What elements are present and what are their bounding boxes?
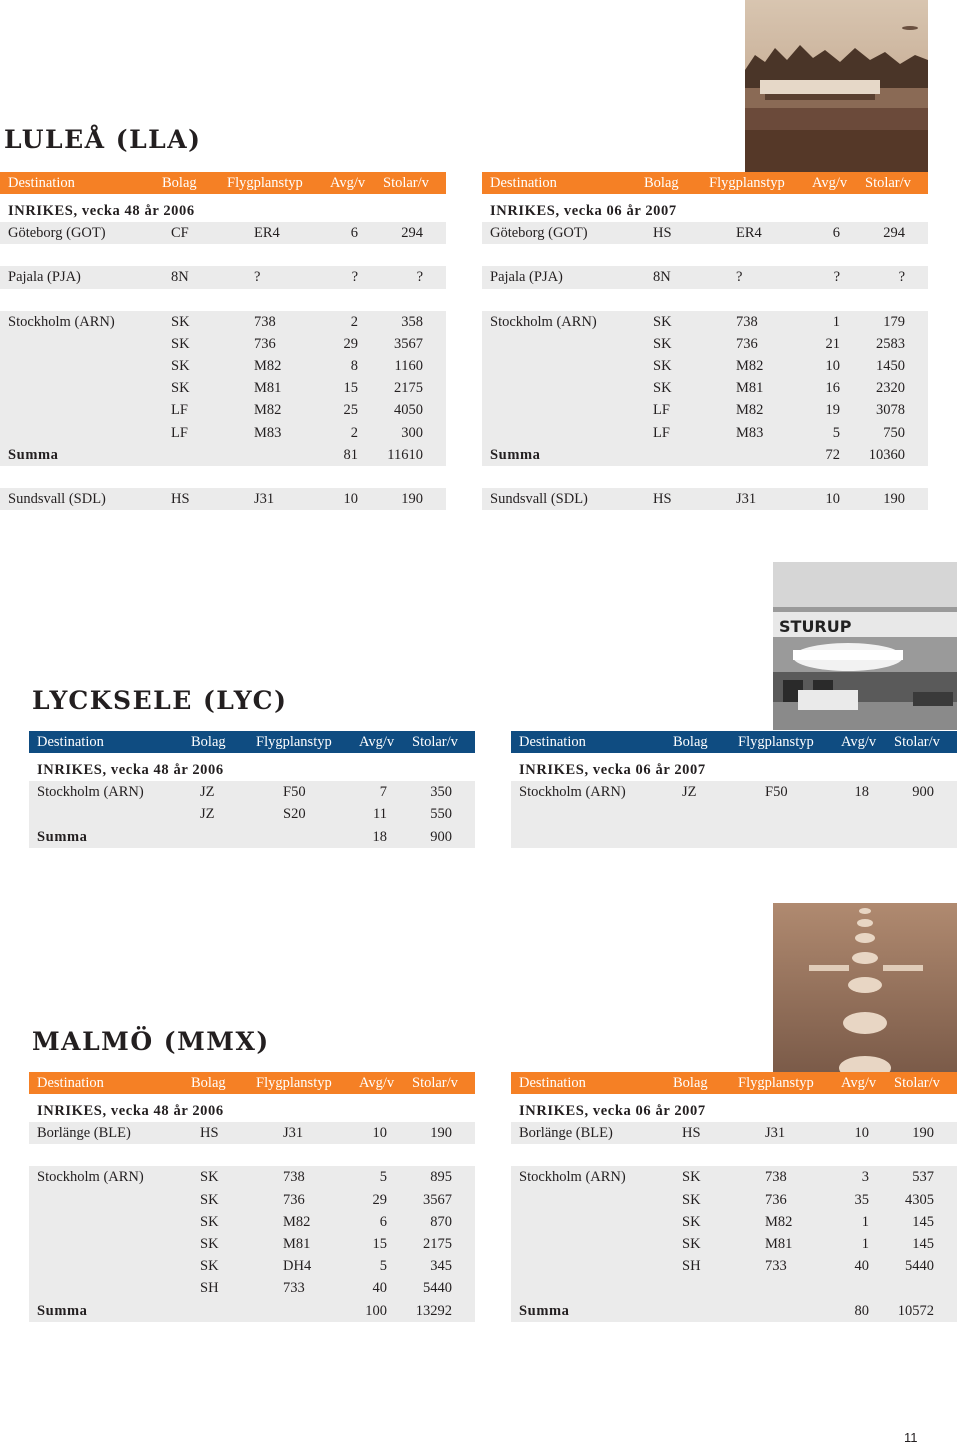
cell-stolar: 900 xyxy=(430,828,452,845)
cell-typ: M81 xyxy=(765,1235,793,1252)
cell-avg: 10 xyxy=(372,1125,387,1142)
flight-table xyxy=(511,731,957,848)
column-header: Destination xyxy=(519,734,586,750)
cell-avg: 25 xyxy=(343,402,358,419)
cell-stolar: ? xyxy=(416,269,423,286)
cell-typ: ER4 xyxy=(254,225,280,242)
cell-stolar: 190 xyxy=(401,490,423,507)
cell-avg: 5 xyxy=(379,1169,387,1186)
table-row xyxy=(29,1277,475,1299)
column-header: Avg/v xyxy=(359,734,395,750)
cell-bolag: LF xyxy=(653,424,670,441)
cell-stolar: 190 xyxy=(883,490,905,507)
cell-bolag: 8N xyxy=(171,269,189,286)
cell-stolar: 10360 xyxy=(868,446,905,463)
cell-bolag: SK xyxy=(171,335,190,352)
cell-bolag: LF xyxy=(171,424,188,441)
cell-typ: 738 xyxy=(765,1169,787,1186)
column-header: Bolag xyxy=(673,734,708,750)
cell-avg: 11 xyxy=(373,806,387,823)
cell-dest: Borlänge (BLE) xyxy=(37,1125,131,1142)
cell-stolar: 4305 xyxy=(905,1191,934,1208)
sturup-terminal-photo xyxy=(773,562,957,730)
period-label: INRIKES, vecka 48 år 2006 xyxy=(37,762,224,778)
period-label: INRIKES, vecka 06 år 2007 xyxy=(519,762,706,778)
table-header xyxy=(511,1072,957,1094)
cell-stolar: 294 xyxy=(401,225,423,242)
cell-typ: 738 xyxy=(736,313,758,330)
cell-stolar: 3567 xyxy=(423,1191,452,1208)
table-row xyxy=(29,803,475,825)
summary-row xyxy=(482,444,928,466)
column-header: Stolar/v xyxy=(412,1075,458,1091)
cell-stolar: 179 xyxy=(883,313,905,330)
section-title-malmo: MALMÖ (MMX) xyxy=(32,1027,270,1056)
cell-avg: 6 xyxy=(832,225,840,242)
column-header: Stolar/v xyxy=(865,175,911,191)
cell-dest: Stockholm (ARN) xyxy=(37,1169,144,1186)
cell-bolag: SH xyxy=(200,1280,219,1297)
flight-table xyxy=(0,172,446,510)
cell-dest: Sundsvall (SDL) xyxy=(8,490,106,507)
cell-bolag: SH xyxy=(682,1258,701,1275)
cell-avg: 5 xyxy=(832,424,840,441)
column-header: Destination xyxy=(37,734,104,750)
cell-typ: J31 xyxy=(254,490,275,507)
cell-typ: M83 xyxy=(254,424,282,441)
cell-avg: 10 xyxy=(825,357,840,374)
cell-stolar: 2320 xyxy=(876,380,905,397)
column-header: Flygplanstyp xyxy=(709,175,785,191)
cell-avg: 72 xyxy=(825,446,840,463)
cell-typ: F50 xyxy=(283,784,306,801)
flight-table xyxy=(29,1072,475,1322)
cell-dest: Summa xyxy=(37,1302,88,1319)
cell-typ: 736 xyxy=(736,335,758,352)
cell-bolag: LF xyxy=(171,402,188,419)
column-header: Bolag xyxy=(162,175,197,191)
cell-dest: Summa xyxy=(490,446,541,463)
spacer-row xyxy=(511,1144,957,1166)
cell-bolag: JZ xyxy=(200,784,215,801)
table-row xyxy=(511,1166,957,1188)
period-label: INRIKES, vecka 06 år 2007 xyxy=(490,203,677,219)
cell-stolar: 750 xyxy=(883,424,905,441)
table-row xyxy=(482,422,928,444)
cell-dest: Stockholm (ARN) xyxy=(519,1169,626,1186)
cell-dest: Sundsvall (SDL) xyxy=(490,490,588,507)
table-row xyxy=(511,1233,957,1255)
flight-table xyxy=(29,731,475,848)
table-row xyxy=(29,1255,475,1277)
cell-avg: 19 xyxy=(825,402,840,419)
cell-bolag: SK xyxy=(171,313,190,330)
cell-bolag: SK xyxy=(200,1191,219,1208)
column-header: Avg/v xyxy=(841,1075,877,1091)
cell-avg: 2 xyxy=(350,313,358,330)
table-row xyxy=(482,399,928,421)
period-row xyxy=(29,759,475,781)
table-row xyxy=(0,377,446,399)
cell-avg: 35 xyxy=(854,1191,869,1208)
cell-typ: DH4 xyxy=(283,1258,312,1275)
cell-bolag: HS xyxy=(653,225,672,242)
spacer-row xyxy=(0,466,446,488)
cell-bolag: SK xyxy=(653,313,672,330)
table-header xyxy=(511,731,957,753)
period-row xyxy=(29,1100,475,1122)
summary-row xyxy=(29,1300,475,1322)
summary-row xyxy=(0,444,446,466)
cell-typ: F50 xyxy=(765,784,788,801)
cell-bolag: 8N xyxy=(653,269,671,286)
cell-avg: 29 xyxy=(372,1191,387,1208)
table-row xyxy=(482,222,928,244)
cell-avg: 18 xyxy=(372,828,387,845)
table-row xyxy=(511,781,957,803)
airport-terminal-photo xyxy=(745,0,928,172)
cell-avg: 7 xyxy=(379,784,387,801)
period-row xyxy=(482,200,928,222)
cell-typ: M81 xyxy=(736,380,764,397)
cell-typ: M83 xyxy=(736,424,764,441)
cell-typ: M82 xyxy=(765,1213,793,1230)
cell-typ: 736 xyxy=(254,335,276,352)
column-header: Destination xyxy=(519,1075,586,1091)
cell-avg: 10 xyxy=(854,1125,869,1142)
cell-avg: 1 xyxy=(861,1235,869,1252)
cell-typ: ER4 xyxy=(736,225,762,242)
cell-bolag: LF xyxy=(653,402,670,419)
table-row xyxy=(511,1189,957,1211)
cell-bolag: HS xyxy=(682,1125,701,1142)
cell-stolar: 345 xyxy=(430,1258,452,1275)
table-row xyxy=(0,222,446,244)
column-header: Avg/v xyxy=(359,1075,395,1091)
spacer-row xyxy=(0,244,446,266)
cell-typ: 738 xyxy=(283,1169,305,1186)
cell-typ: M82 xyxy=(736,402,764,419)
table-header xyxy=(482,172,928,194)
cell-typ: ? xyxy=(254,269,261,286)
table-header xyxy=(0,172,446,194)
table-row xyxy=(0,355,446,377)
column-header: Destination xyxy=(37,1075,104,1091)
section-title-lulea: LULEÅ (LLA) xyxy=(4,125,202,154)
cell-avg: 15 xyxy=(343,380,358,397)
column-header: Avg/v xyxy=(812,175,848,191)
column-header: Avg/v xyxy=(330,175,366,191)
cell-stolar: 5440 xyxy=(423,1280,452,1297)
cell-bolag: CF xyxy=(171,225,189,242)
table-row xyxy=(0,488,446,510)
cell-stolar: 1160 xyxy=(394,357,423,374)
table-row xyxy=(511,1255,957,1277)
cell-bolag: SK xyxy=(653,335,672,352)
section-title-lycksele: LYCKSELE (LYC) xyxy=(32,686,288,715)
cell-bolag: SK xyxy=(682,1169,701,1186)
column-header: Bolag xyxy=(673,1075,708,1091)
cell-typ: M81 xyxy=(283,1235,311,1252)
column-header: Destination xyxy=(8,175,75,191)
table-row xyxy=(511,803,957,825)
cell-stolar: 190 xyxy=(430,1125,452,1142)
cell-typ: 736 xyxy=(765,1191,787,1208)
cell-stolar: 2583 xyxy=(876,335,905,352)
period-label: INRIKES, vecka 48 år 2006 xyxy=(8,203,195,219)
column-header: Flygplanstyp xyxy=(256,734,332,750)
cell-dest: Stockholm (ARN) xyxy=(490,313,597,330)
cell-avg: 10 xyxy=(825,490,840,507)
cell-stolar: 358 xyxy=(401,313,423,330)
cell-bolag: SK xyxy=(200,1258,219,1275)
cell-stolar: 895 xyxy=(430,1169,452,1186)
column-header: Stolar/v xyxy=(383,175,429,191)
table-row xyxy=(29,1189,475,1211)
table-row xyxy=(482,355,928,377)
period-label: INRIKES, vecka 06 år 2007 xyxy=(519,1103,706,1119)
table-header xyxy=(29,1072,475,1094)
column-header: Avg/v xyxy=(841,734,877,750)
spacer-row xyxy=(482,466,928,488)
cell-typ: 738 xyxy=(254,313,276,330)
cell-stolar: 2175 xyxy=(423,1235,452,1252)
cell-stolar: 3078 xyxy=(876,402,905,419)
cell-avg: 80 xyxy=(854,1302,869,1319)
summary-row xyxy=(511,1300,957,1322)
cell-stolar: 190 xyxy=(912,1125,934,1142)
cell-dest: Göteborg (GOT) xyxy=(490,225,588,242)
table-row xyxy=(29,1233,475,1255)
cell-stolar: 145 xyxy=(912,1213,934,1230)
cell-typ: 736 xyxy=(283,1191,305,1208)
cell-typ: 733 xyxy=(283,1280,305,1297)
flight-table xyxy=(511,1072,957,1322)
cell-stolar: 900 xyxy=(912,784,934,801)
table-row xyxy=(29,1166,475,1188)
spacer-row xyxy=(0,289,446,311)
column-header: Flygplanstyp xyxy=(738,1075,814,1091)
cell-avg: 21 xyxy=(825,335,840,352)
cell-stolar: 11610 xyxy=(387,446,423,463)
spacer-row xyxy=(482,289,928,311)
table-row xyxy=(0,266,446,288)
cell-stolar: 3567 xyxy=(394,335,423,352)
cell-stolar: 300 xyxy=(401,424,423,441)
column-header: Flygplanstyp xyxy=(256,1075,332,1091)
cell-bolag: SK xyxy=(653,357,672,374)
column-header: Flygplanstyp xyxy=(738,734,814,750)
cell-avg: 18 xyxy=(854,784,869,801)
table-row xyxy=(29,1122,475,1144)
column-header: Stolar/v xyxy=(894,1075,940,1091)
column-header: Bolag xyxy=(191,734,226,750)
cell-bolag: SK xyxy=(171,380,190,397)
flight-table xyxy=(482,172,928,510)
column-header: Stolar/v xyxy=(412,734,458,750)
table-row xyxy=(482,311,928,333)
table-row xyxy=(0,311,446,333)
cell-avg: 1 xyxy=(832,313,840,330)
cell-avg: 8 xyxy=(350,357,358,374)
cell-bolag: HS xyxy=(653,490,672,507)
spacer-row xyxy=(482,244,928,266)
cell-stolar: 13292 xyxy=(415,1302,452,1319)
period-row xyxy=(511,759,957,781)
cell-stolar: 145 xyxy=(912,1235,934,1252)
cell-bolag: SK xyxy=(653,380,672,397)
table-row xyxy=(29,1211,475,1233)
cell-bolag: HS xyxy=(171,490,190,507)
cell-avg: 40 xyxy=(372,1280,387,1297)
spacer-row xyxy=(29,1144,475,1166)
cell-dest: Göteborg (GOT) xyxy=(8,225,106,242)
cell-typ: M81 xyxy=(254,380,282,397)
cell-stolar: 294 xyxy=(883,225,905,242)
cell-bolag: SK xyxy=(682,1191,701,1208)
page-number: 11 xyxy=(904,1430,918,1445)
table-row xyxy=(482,488,928,510)
cell-bolag: SK xyxy=(171,357,190,374)
cell-avg: 1 xyxy=(861,1213,869,1230)
cell-typ: J31 xyxy=(736,490,757,507)
table-row xyxy=(511,1211,957,1233)
cell-bolag: SK xyxy=(200,1213,219,1230)
cell-avg: 6 xyxy=(379,1213,387,1230)
cell-avg: 3 xyxy=(861,1169,869,1186)
cell-dest: Stockholm (ARN) xyxy=(37,784,144,801)
cell-typ: S20 xyxy=(283,806,306,823)
cell-stolar: 1450 xyxy=(876,357,905,374)
cell-stolar: 4050 xyxy=(394,402,423,419)
cell-stolar: 2175 xyxy=(394,380,423,397)
cell-avg: ? xyxy=(351,269,358,286)
cell-avg: 100 xyxy=(365,1302,387,1319)
cell-dest: Pajala (PJA) xyxy=(490,269,563,286)
table-row xyxy=(482,377,928,399)
cell-bolag: SK xyxy=(682,1213,701,1230)
cell-dest: Stockholm (ARN) xyxy=(8,313,115,330)
cell-stolar: 537 xyxy=(912,1169,934,1186)
cell-avg: 6 xyxy=(350,225,358,242)
table-row xyxy=(0,333,446,355)
cell-stolar: 5440 xyxy=(905,1258,934,1275)
column-header: Bolag xyxy=(644,175,679,191)
cell-stolar: ? xyxy=(898,269,905,286)
cell-bolag: HS xyxy=(200,1125,219,1142)
cell-bolag: SK xyxy=(682,1235,701,1252)
table-row xyxy=(511,1122,957,1144)
period-row xyxy=(511,1100,957,1122)
period-row xyxy=(0,200,446,222)
cell-bolag: JZ xyxy=(682,784,697,801)
cell-typ: J31 xyxy=(765,1125,786,1142)
cell-bolag: SK xyxy=(200,1235,219,1252)
table-row xyxy=(511,826,957,848)
table-row xyxy=(482,266,928,288)
table-row xyxy=(29,781,475,803)
cell-stolar: 870 xyxy=(430,1213,452,1230)
cell-avg: 10 xyxy=(343,490,358,507)
cell-stolar: 550 xyxy=(430,806,452,823)
cell-typ: J31 xyxy=(283,1125,304,1142)
table-header xyxy=(29,731,475,753)
cell-avg: 40 xyxy=(854,1258,869,1275)
cell-dest: Borlänge (BLE) xyxy=(519,1125,613,1142)
column-header: Flygplanstyp xyxy=(227,175,303,191)
summary-row xyxy=(29,826,475,848)
cell-typ: 733 xyxy=(765,1258,787,1275)
cell-dest: Summa xyxy=(519,1302,570,1319)
cell-avg: 16 xyxy=(825,380,840,397)
cell-avg: ? xyxy=(833,269,840,286)
cell-typ: M82 xyxy=(736,357,764,374)
column-header: Bolag xyxy=(191,1075,226,1091)
cell-typ: M82 xyxy=(283,1213,311,1230)
table-row xyxy=(482,333,928,355)
cell-typ: M82 xyxy=(254,402,282,419)
cell-dest: Stockholm (ARN) xyxy=(519,784,626,801)
cell-bolag: JZ xyxy=(200,806,215,823)
cell-dest: Summa xyxy=(8,446,59,463)
sturup-sign-text: STURUP xyxy=(779,617,852,636)
cell-stolar: 10572 xyxy=(897,1302,934,1319)
cell-stolar: 350 xyxy=(430,784,452,801)
cell-dest: Summa xyxy=(37,828,88,845)
runway-lights-photo xyxy=(773,903,957,1075)
period-label: INRIKES, vecka 48 år 2006 xyxy=(37,1103,224,1119)
cell-avg: 15 xyxy=(372,1235,387,1252)
cell-avg: 81 xyxy=(343,446,358,463)
table-row xyxy=(0,422,446,444)
table-row xyxy=(0,399,446,421)
cell-avg: 2 xyxy=(350,424,358,441)
cell-dest: Pajala (PJA) xyxy=(8,269,81,286)
cell-bolag: SK xyxy=(200,1169,219,1186)
cell-typ: M82 xyxy=(254,357,282,374)
column-header: Destination xyxy=(490,175,557,191)
cell-avg: 5 xyxy=(379,1258,387,1275)
column-header: Stolar/v xyxy=(894,734,940,750)
cell-avg: 29 xyxy=(343,335,358,352)
cell-typ: ? xyxy=(736,269,743,286)
table-row xyxy=(511,1277,957,1299)
